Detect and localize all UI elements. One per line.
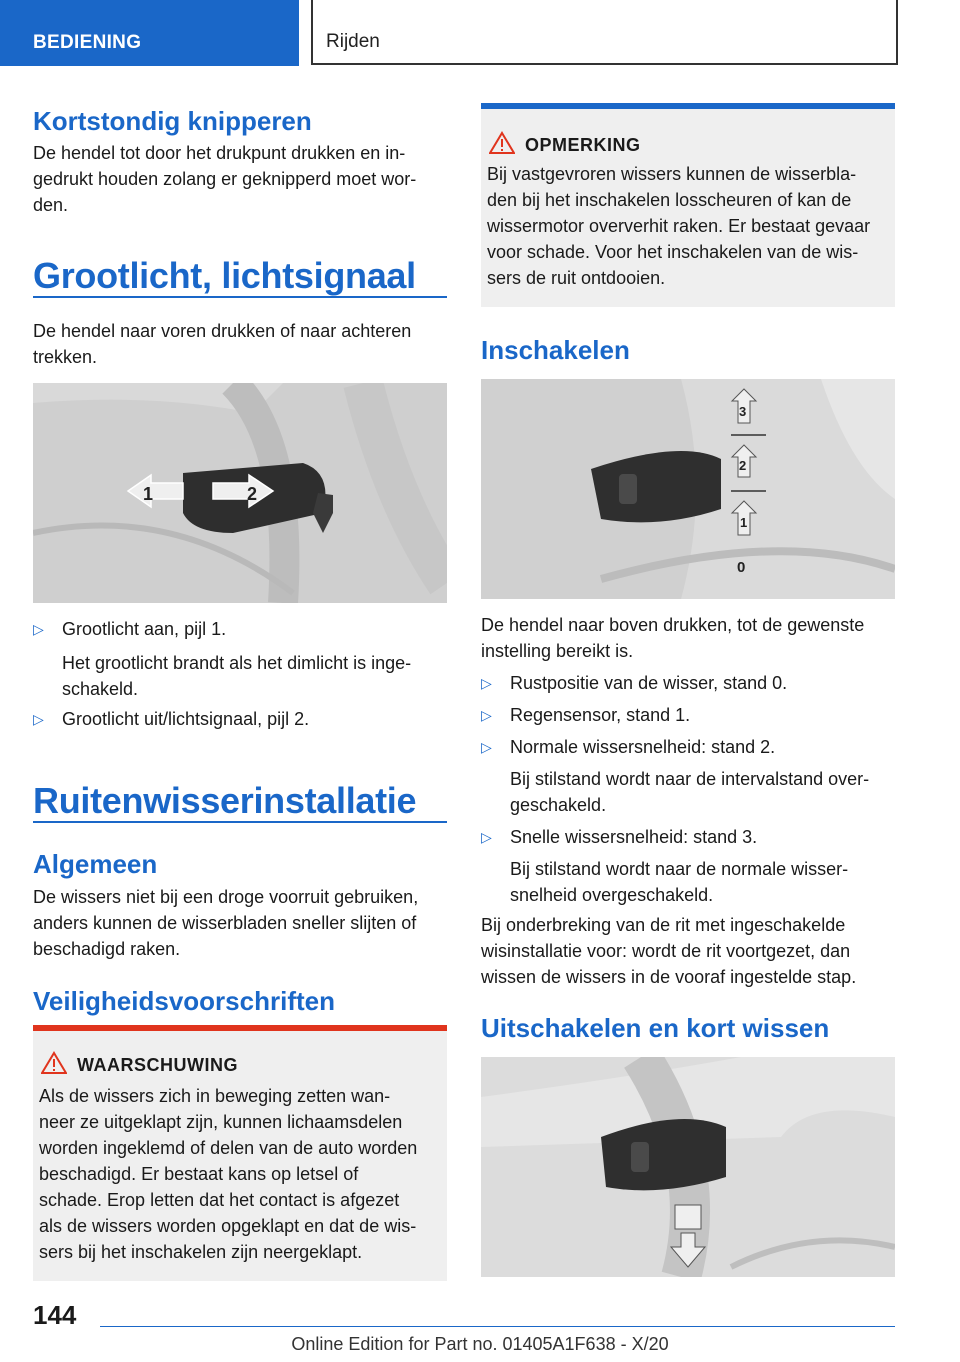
image-wiper-positions bbox=[481, 379, 895, 599]
text-line: den bij het inschakelen losscheuren of kan de bbox=[487, 190, 852, 210]
warning-title: WAARSCHUWING bbox=[77, 1055, 238, 1075]
position-label-0: 0 bbox=[737, 559, 746, 576]
text-line: De wissers niet bij een droge voorruit gebruiken, bbox=[33, 887, 419, 907]
text-line: De hendel naar voren drukken of naar achteren bbox=[33, 321, 412, 341]
warning-box bbox=[33, 1025, 447, 1281]
text-line: instelling bereikt is. bbox=[481, 641, 634, 661]
list-item-text: Snelle wissersnelheid: stand 3. bbox=[510, 827, 758, 847]
paragraph-onderbreking bbox=[481, 912, 856, 990]
warning-triangle-icon bbox=[489, 131, 515, 155]
heading-rule bbox=[33, 296, 447, 298]
text-line: worden ingeklemd of delen van de auto worden bbox=[39, 1138, 418, 1158]
chapter-title: Rijden bbox=[326, 31, 380, 52]
paragraph-grootlicht bbox=[33, 318, 411, 370]
text-line: voor schade. Voor het inschakelen van de wis- bbox=[487, 242, 859, 262]
list-item-text: Rustpositie van de wisser, stand 0. bbox=[510, 673, 788, 693]
section-title: BEDIENING bbox=[33, 32, 142, 53]
text-line: beschadigd raken. bbox=[33, 939, 181, 959]
list-item-text: Normale wissersnelheid: stand 2. bbox=[510, 737, 776, 757]
heading-kortstondig-knipperen: Kortstondig knipperen bbox=[33, 106, 312, 136]
triangle-right-outline-icon: ▷ bbox=[33, 711, 44, 727]
text-line: gedrukt houden zolang er geknipperd moet wor- bbox=[33, 169, 417, 189]
text-line: snelheid overgeschakeld. bbox=[510, 885, 714, 905]
list-item-text: Grootlicht aan, pijl 1. bbox=[62, 619, 227, 639]
position-label-3: 3 bbox=[739, 404, 747, 419]
note-bar bbox=[481, 103, 895, 109]
position-label-1: 1 bbox=[740, 515, 748, 530]
footer-rule bbox=[100, 1326, 895, 1327]
heading-grootlicht: Grootlicht, lichtsignaal bbox=[33, 255, 416, 296]
note-title: OPMERKING bbox=[525, 135, 641, 155]
text-line: wisinstallatie voor: wordt de rit voortgezet, dan bbox=[481, 941, 851, 961]
paragraph-inschakelen bbox=[481, 612, 864, 664]
text-line: Bij vastgevroren wissers kunnen de wisserbla- bbox=[487, 164, 857, 184]
text-line: Het grootlicht brandt als het dimlicht is inge- bbox=[62, 653, 412, 673]
page-number: 144 bbox=[33, 1300, 77, 1330]
text-line: De hendel tot door het drukpunt drukken en in- bbox=[33, 143, 406, 163]
text-line: schakeld. bbox=[62, 679, 139, 699]
warning-text bbox=[39, 1083, 417, 1265]
list-item-text: Grootlicht uit/lichtsignaal, pijl 2. bbox=[62, 709, 310, 729]
footer-edition: Online Edition for Part no. 01405A1F638 - X/20 bbox=[291, 1334, 669, 1354]
text-line: den. bbox=[33, 195, 69, 215]
text-line: Als de wissers zich in beweging zetten wan- bbox=[39, 1086, 391, 1106]
note-text bbox=[487, 161, 870, 291]
arrow-label-1: 1 bbox=[143, 484, 154, 504]
heading-inschakelen: Inschakelen bbox=[481, 335, 630, 365]
text-line: sers bij het inschakelen zijn neergeklapt. bbox=[39, 1242, 363, 1262]
position-label-2: 2 bbox=[739, 458, 747, 473]
chapter-tab bbox=[311, 0, 898, 65]
list-item-detail bbox=[62, 650, 411, 702]
text-line: schade. Erop letten dat het contact is afgezet bbox=[39, 1190, 400, 1210]
triangle-right-outline-icon: ▷ bbox=[481, 675, 492, 691]
heading-uitschakelen: Uitschakelen en kort wissen bbox=[481, 1013, 830, 1043]
image-grootlicht-lever bbox=[33, 383, 447, 603]
text-line: Bij onderbreking van de rit met ingeschakelde bbox=[481, 915, 846, 935]
text-line: beschadigd. Er bestaat kans op letsel of bbox=[39, 1164, 359, 1184]
text-line: trekken. bbox=[33, 347, 98, 367]
triangle-right-outline-icon: ▷ bbox=[481, 829, 492, 845]
triangle-right-outline-icon: ▷ bbox=[481, 707, 492, 723]
paragraph-knipperen bbox=[33, 140, 416, 218]
text-line: wissen de wissers in de vooraf ingestelde stap. bbox=[481, 967, 857, 987]
heading-algemeen: Algemeen bbox=[33, 849, 158, 879]
arrow-label-2: 2 bbox=[247, 484, 258, 504]
text-line: anders kunnen de wisserbladen sneller slijten of bbox=[33, 913, 417, 933]
heading-veiligheidsvoorschriften: Veiligheidsvoorschriften bbox=[33, 986, 335, 1016]
warning-bar bbox=[33, 1025, 447, 1031]
triangle-right-outline-icon: ▷ bbox=[481, 739, 492, 755]
text-line: neer ze uitgeklapt zijn, kunnen lichaamsdelen bbox=[39, 1112, 403, 1132]
image-wiper-off bbox=[481, 1057, 895, 1277]
paragraph-algemeen bbox=[33, 884, 418, 962]
triangle-right-outline-icon: ▷ bbox=[33, 621, 44, 637]
text-line: geschakeld. bbox=[510, 795, 607, 815]
warning-triangle-icon bbox=[41, 1051, 67, 1075]
section-tab bbox=[0, 0, 299, 66]
list-item-detail bbox=[510, 856, 848, 908]
text-line: wissermotor oververhit raken. Er bestaat gevaar bbox=[487, 216, 871, 236]
text-line: Bij stilstand wordt naar de intervalstand over- bbox=[510, 769, 870, 789]
note-box bbox=[481, 103, 895, 307]
list-item-detail bbox=[510, 766, 869, 818]
text-line: als de wissers worden opgeklapt en dat de wis- bbox=[39, 1216, 417, 1236]
list-item-text: Regensensor, stand 1. bbox=[510, 705, 691, 725]
text-line: De hendel naar boven drukken, tot de gewenste bbox=[481, 615, 865, 635]
heading-rule bbox=[33, 821, 447, 823]
text-line: sers de ruit ontdooien. bbox=[487, 268, 666, 288]
text-line: Bij stilstand wordt naar de normale wisser- bbox=[510, 859, 849, 879]
heading-ruitenwisserinstallatie: Ruitenwisserinstallatie bbox=[33, 780, 417, 821]
